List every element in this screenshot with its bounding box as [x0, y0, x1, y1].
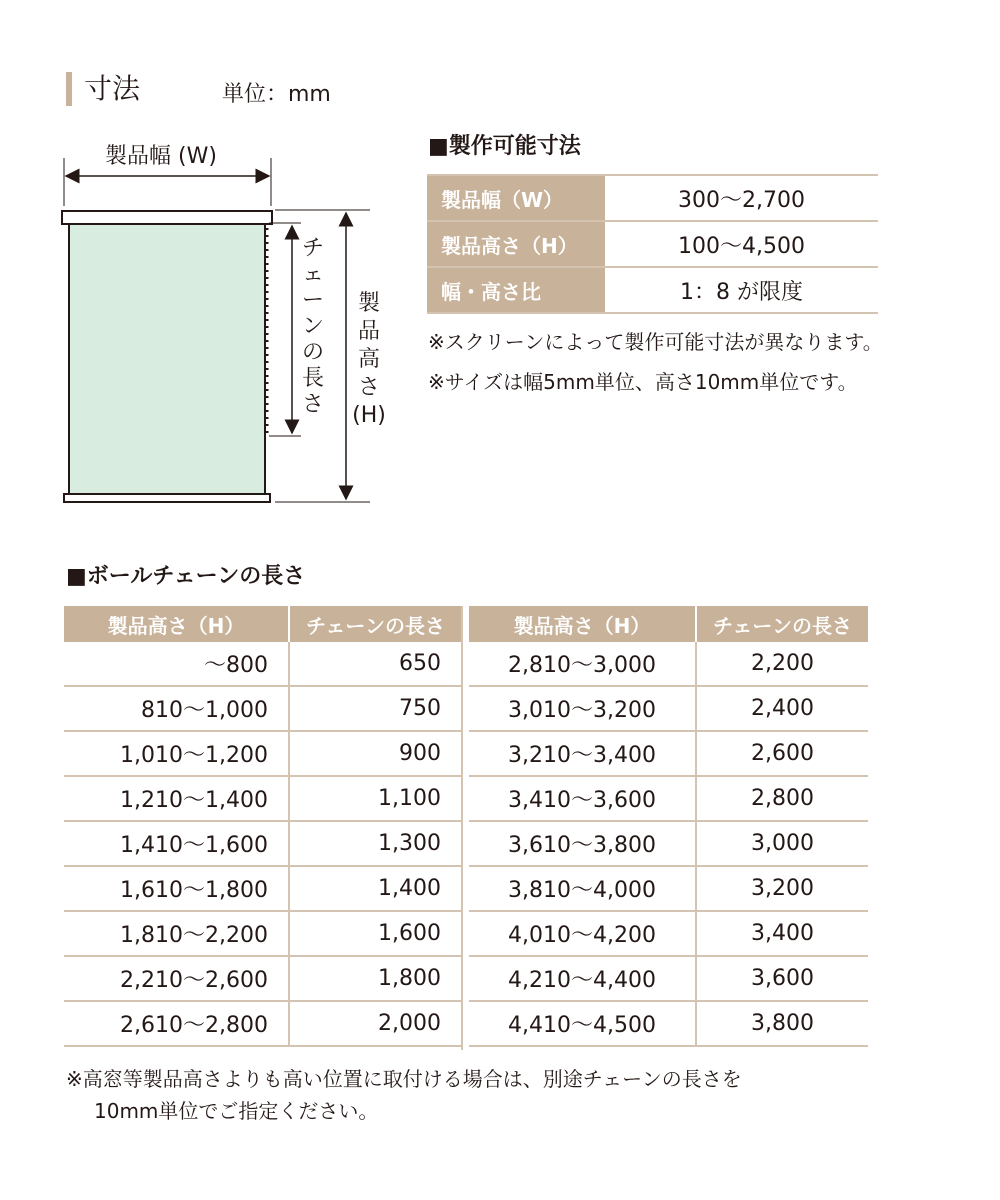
table-row: [469, 821, 868, 866]
height-range-cell: 2,610〜2,800: [64, 1001, 289, 1046]
chain-length-cell: 650: [289, 642, 461, 686]
spec-value: 300〜2,700: [605, 175, 878, 221]
title-accent-bar: [66, 72, 72, 106]
table-row: [64, 866, 461, 911]
chain-length-cell: 2,200: [696, 642, 868, 686]
height-range-cell: 4,010〜4,200: [469, 911, 696, 956]
table-row: [427, 267, 878, 313]
chain-table-right: [469, 606, 868, 1047]
height-range-cell: 3,210〜3,400: [469, 731, 696, 776]
table-row: [64, 686, 461, 731]
column-header-chain: チェーンの長さ: [696, 606, 868, 642]
table-row: [64, 642, 461, 686]
column-header-chain: チェーンの長さ: [289, 606, 461, 642]
chain-length-cell: 1,300: [289, 821, 461, 866]
table-row: [427, 221, 878, 267]
table-row: [469, 866, 868, 911]
column-header-height: 製品高さ（H）: [64, 606, 289, 642]
spec-label: 製品高さ（H）: [427, 221, 605, 267]
chain-length-cell: 900: [289, 731, 461, 776]
height-range-cell: 1,810〜2,200: [64, 911, 289, 956]
height-range-cell: 1,210〜1,400: [64, 776, 289, 821]
height-range-cell: 3,410〜3,600: [469, 776, 696, 821]
chain-length-cell: 2,800: [696, 776, 868, 821]
chain-length-cell: 1,800: [289, 956, 461, 1001]
height-label-top: 製品高さ: [357, 291, 380, 400]
table-row: [64, 776, 461, 821]
chain-footnote-line2: 10mm単位でご指定ください。: [94, 1099, 379, 1123]
height-label: [349, 290, 389, 430]
unit-label: 単位：mm: [222, 82, 331, 107]
table-row: [469, 642, 868, 686]
height-range-cell: 1,010〜1,200: [64, 731, 289, 776]
chain-footnote-line1: ※高窓等製品高さよりも高い位置に取付ける場合は、別途チェーンの長さを: [66, 1067, 742, 1091]
chain-length-cell: 2,400: [696, 686, 868, 731]
chain-length-cell: 3,000: [696, 821, 868, 866]
height-range-cell: 810〜1,000: [64, 686, 289, 731]
height-range-cell: 3,810〜4,000: [469, 866, 696, 911]
table-row: [427, 175, 878, 221]
table-row: [64, 731, 461, 776]
chain-length-cell: 3,400: [696, 911, 868, 956]
chain-length-cell: 3,800: [696, 1001, 868, 1046]
chain-title: ■ボールチェーンの長さ: [66, 564, 306, 589]
column-header-height: 製品高さ（H）: [469, 606, 696, 642]
chain-length-cell: 1,400: [289, 866, 461, 911]
table-row: [469, 956, 868, 1001]
spec-table: [427, 174, 878, 314]
spec-label: 製品幅（W）: [427, 175, 605, 221]
chain-length-cell: 3,200: [696, 866, 868, 911]
table-row: [64, 821, 461, 866]
spec-value: 1：8 が限度: [605, 267, 878, 313]
height-range-cell: 2,210〜2,600: [64, 956, 289, 1001]
height-range-cell: 2,810〜3,000: [469, 642, 696, 686]
chain-length-cell: 1,100: [289, 776, 461, 821]
height-range-cell: 1,410〜1,600: [64, 821, 289, 866]
spec-note: ※スクリーンによって製作可能寸法が異なります。: [428, 330, 883, 354]
height-range-cell: 4,210〜4,400: [469, 956, 696, 1001]
height-range-cell: 1,610〜1,800: [64, 866, 289, 911]
chain-length-cell: 2,000: [289, 1001, 461, 1046]
chain-length-cell: 750: [289, 686, 461, 731]
table-row: [64, 911, 461, 956]
table-row: [64, 956, 461, 1001]
table-row: [469, 686, 868, 731]
table-row: [469, 776, 868, 821]
table-row: [469, 911, 868, 956]
height-range-cell: 4,410〜4,500: [469, 1001, 696, 1046]
height-label-bottom: (H): [352, 403, 386, 428]
spec-value: 100〜4,500: [605, 221, 878, 267]
table-row: [469, 731, 868, 776]
table-row: [469, 1001, 868, 1046]
height-range-cell: 3,010〜3,200: [469, 686, 696, 731]
spec-title: ■製作可能寸法: [428, 134, 581, 159]
chain-length-cell: 2,600: [696, 731, 868, 776]
chain-length-label: チェーンの長さ: [301, 236, 324, 417]
chain-length-cell: 1,600: [289, 911, 461, 956]
chain-length-cell: 3,600: [696, 956, 868, 1001]
width-label: 製品幅 (W): [105, 144, 217, 169]
height-range-cell: 3,610〜3,800: [469, 821, 696, 866]
spec-note: ※サイズは幅5mm単位、高さ10mm単位です。: [428, 370, 858, 394]
table-row: [64, 1001, 461, 1046]
spec-label: 幅・高さ比: [427, 267, 605, 313]
chain-table-left: [64, 606, 461, 1047]
height-range-cell: 〜800: [64, 642, 289, 686]
page-title: 寸法: [84, 72, 141, 105]
